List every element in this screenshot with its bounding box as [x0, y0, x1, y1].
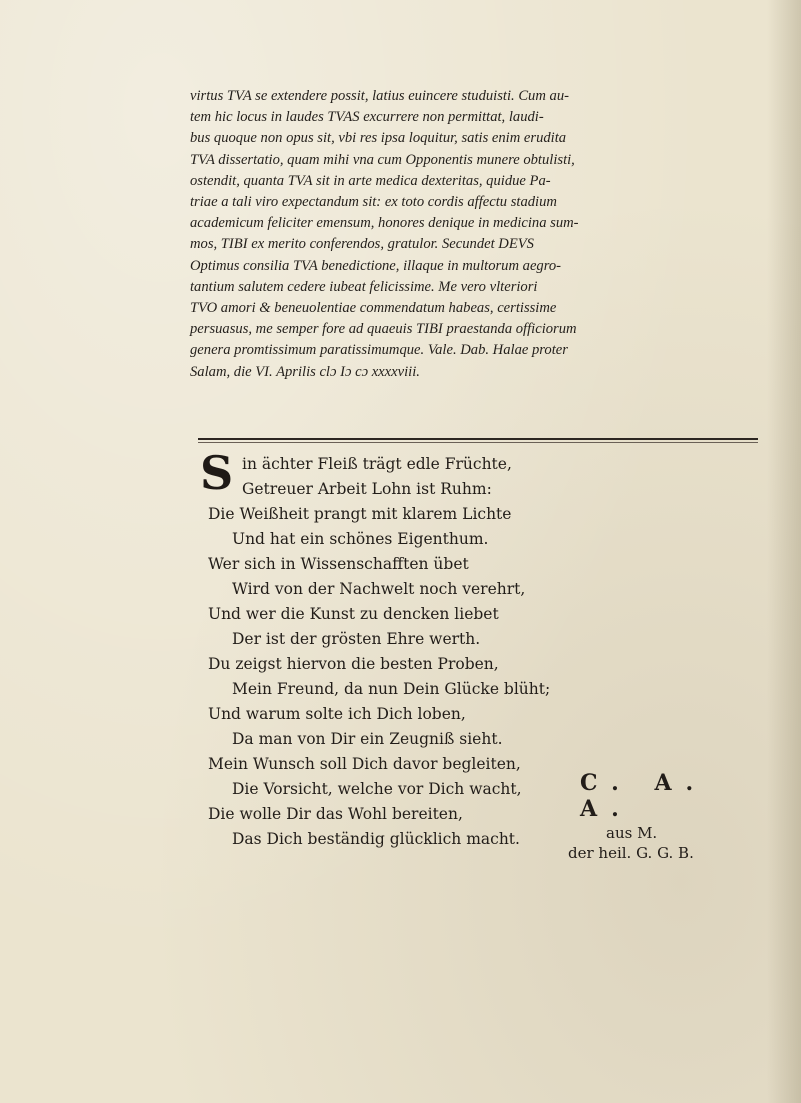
poem-line: Die Vorsicht, welche vor Dich wacht,: [232, 780, 522, 798]
poem-line: in ächter Fleiß trägt edle Früchte,: [242, 455, 512, 473]
poem-line: Die Weißheit prangt mit klarem Lichte: [208, 505, 512, 523]
latin-line: tantium salutem cedere iubeat felicissime. Me vero vlteriori: [190, 278, 538, 295]
poem-line: Mein Freund, da nun Dein Glücke blüht;: [232, 680, 551, 698]
latin-line: mos, TIBI ex merito conferendos, gratulor. Secundet DEVS: [190, 236, 534, 253]
poem-line: Das Dich beständig glücklich macht.: [232, 830, 520, 848]
poem-line: Und wer die Kunst zu dencken liebet: [208, 605, 499, 623]
latin-line: bus quoque non opus sit, vbi res ipsa loquitur, satis enim erudita: [190, 130, 567, 147]
page-edge-shadow: [767, 0, 801, 1103]
signature-origin: aus M.: [606, 824, 658, 842]
latin-line: tem hic locus in laudes TVAS excurrere non permittat, laudi-: [190, 109, 544, 126]
poem-line: Wer sich in Wissenschafften übet: [208, 555, 469, 573]
latin-line: academicum feliciter emensum, honores denique in medicina sum-: [190, 215, 579, 232]
poem-dropcap: S: [200, 446, 234, 500]
poem-line: Die wolle Dir das Wohl bereiten,: [208, 805, 463, 823]
signature-title: der heil. G. G. B.: [568, 844, 694, 862]
latin-line: virtus TVA se extendere possit, latius euincere studuisti. Cum au-: [190, 88, 569, 104]
poem-line: Da man von Dir ein Zeugniß sieht.: [232, 730, 503, 748]
latin-line: Optimus consilia TVA benedictione, illaque in multorum aegro-: [190, 257, 562, 274]
poem-line: Und warum solte ich Dich loben,: [208, 705, 466, 723]
latin-line: TVO amori & beneuolentiae commendatum habeas, certissime: [190, 300, 557, 317]
poem-line: Mein Wunsch soll Dich davor begleiten,: [208, 755, 521, 773]
latin-line: triae a tali viro expectandum sit: ex toto cordis affectu stadium: [190, 194, 557, 211]
latin-line: Salam, die VI. Aprilis clɔ Iɔ cɔ xxxxviii.: [190, 363, 420, 380]
section-divider: [198, 438, 758, 440]
poem-line: Der ist der grösten Ehre werth.: [232, 630, 481, 648]
signature-block: [560, 770, 760, 862]
poem-line: Du zeigst hiervon die besten Proben,: [208, 655, 499, 673]
latin-line: TVA dissertatio, quam mihi vna cum Opponentis munere obtulisti,: [190, 151, 575, 168]
signature-initials: C. A. A.: [580, 770, 708, 822]
latin-line: ostendit, quanta TVA sit in arte medica dexteritas, quidue Pa-: [190, 172, 551, 189]
poem-line: Getreuer Arbeit Lohn ist Ruhm:: [242, 480, 492, 498]
latin-line: persuasus, me semper fore ad quaeuis TIBI praestanda officiorum: [190, 321, 577, 338]
latin-line: genera promtissimum paratissimumque. Vale. Dab. Halae proter: [190, 342, 568, 359]
latin-paragraph: [190, 86, 760, 383]
poem-line: Und hat ein schönes Eigenthum.: [232, 530, 489, 548]
poem-line: Wird von der Nachwelt noch verehrt,: [232, 580, 526, 598]
